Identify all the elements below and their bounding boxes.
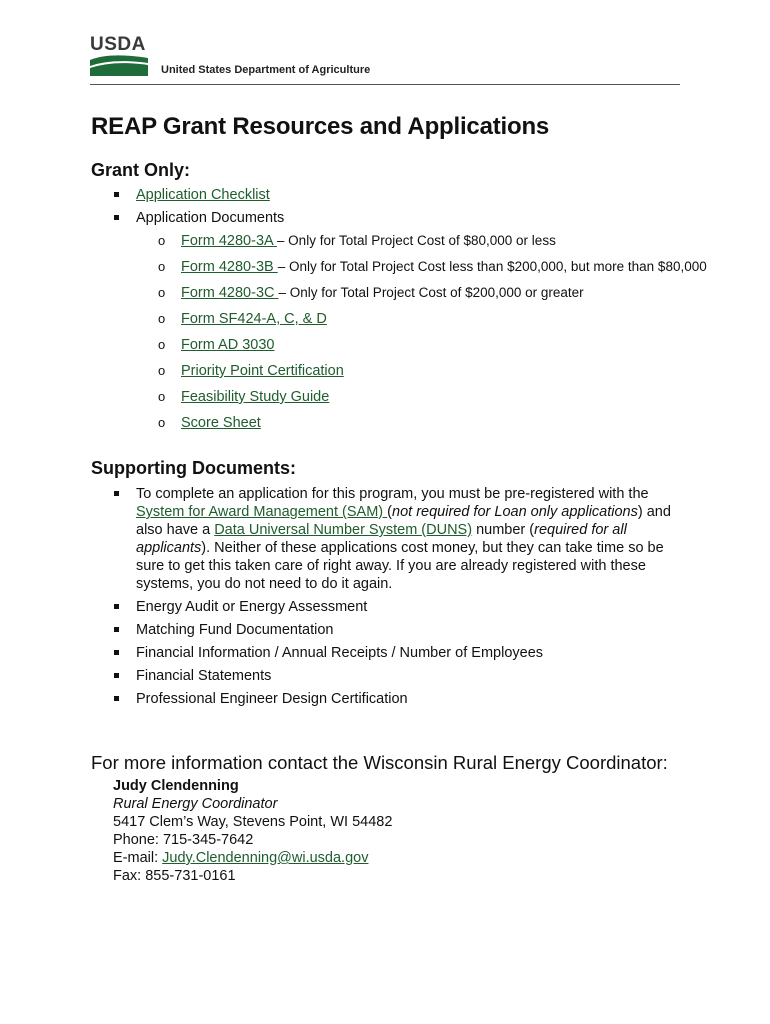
para-text: number ( [472, 522, 535, 538]
list-item: Professional Engineer Design Certification [113, 690, 681, 708]
registration-paragraph [113, 485, 681, 593]
usda-logo-text: USDA [90, 34, 146, 55]
document-item [158, 284, 707, 310]
sam-link[interactable]: System for Award Management (SAM) [136, 504, 388, 520]
usda-logo [90, 34, 148, 76]
duns-link[interactable]: Data Universal Number System (DUNS) [214, 522, 473, 538]
document-item [158, 310, 707, 336]
form-4280-3b-link[interactable]: Form 4280-3B [181, 259, 278, 275]
contact-email-row [113, 849, 392, 867]
priority-point-certification-link[interactable]: Priority Point Certification [181, 363, 344, 379]
list-item: Matching Fund Documentation [113, 621, 681, 639]
document-description: – Only for Total Project Cost less than $200,000, but more than $80,000 [277, 259, 707, 274]
document-item [158, 388, 707, 414]
application-documents-label: Application Documents [136, 210, 285, 226]
form-sf424-link[interactable]: Form SF424-A, C, & D [181, 311, 327, 327]
application-documents-list [158, 232, 707, 440]
document-item [158, 232, 707, 258]
contact-fax: Fax: 855-731-0161 [113, 868, 236, 884]
score-sheet-link[interactable]: Score Sheet [181, 415, 261, 431]
supporting-documents-list [113, 485, 681, 713]
document-item [158, 336, 707, 362]
email-label: E-mail: [113, 850, 163, 866]
form-4280-3a-link[interactable]: Form 4280-3A [181, 233, 277, 249]
document-description: – Only for Total Project Cost of $80,000 or less [276, 233, 556, 248]
list-item: Energy Audit or Energy Assessment [113, 598, 681, 616]
para-text: ( [387, 504, 393, 520]
contact-name: Judy Clendenning [113, 778, 239, 794]
application-checklist-link[interactable]: Application Checklist [136, 187, 270, 203]
list-item [113, 186, 284, 204]
document-item [158, 362, 707, 388]
para-italic: not required for Loan only applications [392, 504, 638, 520]
usda-logo-field-icon [90, 54, 148, 76]
contact-heading: For more information contact the Wisconsin Rural Energy Coordinator: [91, 752, 668, 773]
grant-only-list [113, 186, 284, 232]
para-italic: required for all applicants [136, 522, 627, 556]
document-description: – Only for Total Project Cost of $200,000 or greater [278, 285, 584, 300]
page-title: REAP Grant Resources and Applications [91, 113, 550, 140]
supporting-documents-heading: Supporting Documents: [91, 458, 296, 478]
email-link[interactable]: Judy.Clendenning@wi.usda.gov [162, 850, 369, 866]
list-item: Financial Statements [113, 667, 681, 685]
form-ad-3030-link[interactable]: Form AD 3030 [181, 337, 275, 353]
para-text: ) and also have a [136, 504, 671, 538]
contact-address: 5417 Clem’s Way, Stevens Point, WI 54482 [113, 814, 393, 830]
agency-name: United States Department of Agriculture [161, 64, 371, 76]
document-item [158, 258, 707, 284]
contact-role: Rural Energy Coordinator [113, 796, 278, 812]
list-item [113, 209, 284, 227]
contact-block [113, 777, 392, 885]
grant-only-heading: Grant Only: [91, 160, 191, 180]
list-item: Financial Information / Annual Receipts / Number of Employees [113, 644, 681, 662]
para-text: ). Neither of these applications cost money, but they can take time so be sure to get this taken care of right away. If you are already registered with these systems, you do not need to do it again. [136, 540, 664, 592]
document-item [158, 414, 707, 440]
page-header [90, 34, 680, 85]
contact-phone: Phone: 715-345-7642 [113, 832, 254, 848]
form-4280-3c-link[interactable]: Form 4280-3C [181, 285, 279, 301]
para-text: To complete an application for this program, you must be pre-registered with the [136, 486, 649, 502]
feasibility-study-guide-link[interactable]: Feasibility Study Guide [181, 389, 330, 405]
